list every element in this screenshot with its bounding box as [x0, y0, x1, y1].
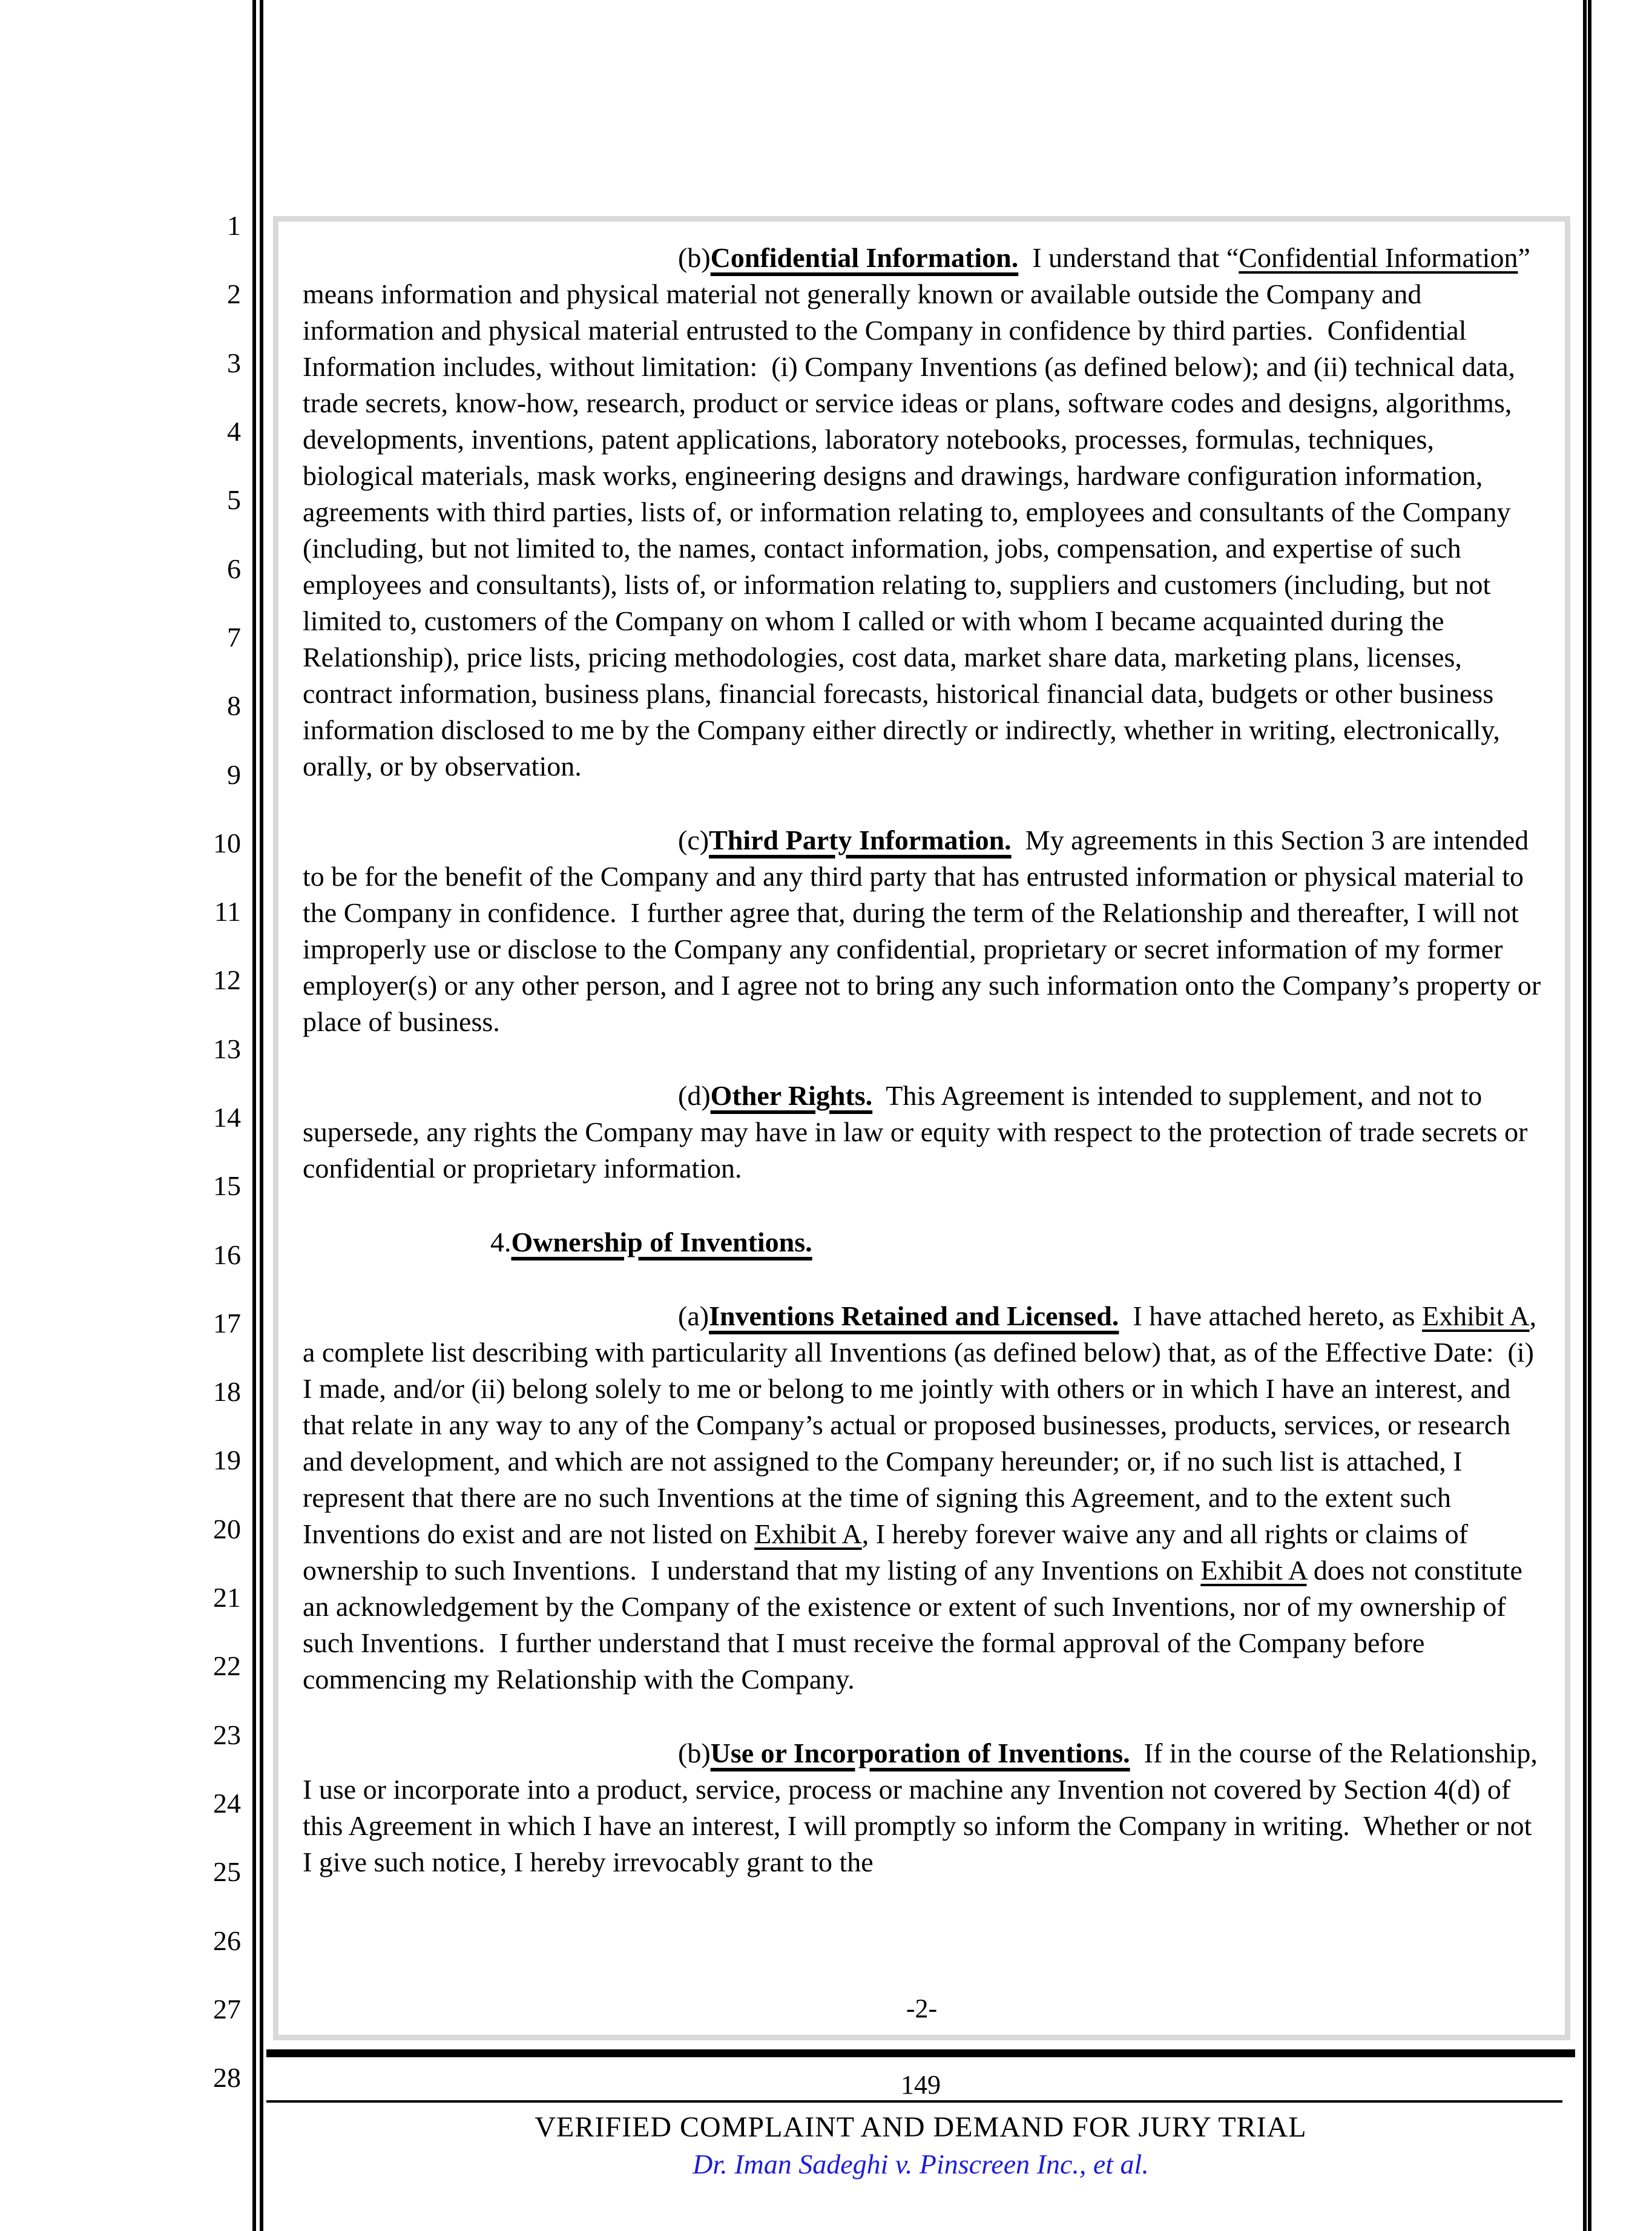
line-number: 27 [213, 1993, 241, 2025]
paragraph-text: If in the course of the Relationship, I use or incorporate into a product, service, process or machine any Invention not covered by Section 4(d) of this Agreement in which I have an interest, I will promptly so inform the Company in writing. Whether or not I give such notice, I hereby irrevocably grant to the [303, 1738, 1545, 1877]
paragraph-label: (c) [678, 825, 709, 855]
line-number-column [109, 191, 241, 2112]
right-double-rule-outer [1588, 0, 1591, 2231]
exhibit-page-number: -2- [906, 1994, 938, 2023]
left-double-rule-outer [252, 0, 256, 2231]
line-number: 1 [227, 210, 241, 242]
line-number: 11 [214, 896, 241, 928]
paragraph-heading: Inventions Retained and Licensed. [709, 1300, 1119, 1331]
line-number: 16 [213, 1239, 241, 1270]
exhibit-paragraphs [303, 240, 1548, 1880]
line-number: 15 [213, 1170, 241, 1202]
footer-document-title: VERIFIED COMPLAINT AND DEMAND FOR JURY TRIAL [535, 2111, 1307, 2143]
paragraph-label: (b) [678, 1738, 711, 1768]
exhibit-paragraph [303, 1735, 1548, 1880]
paragraph-heading: Ownership of Inventions. [511, 1227, 812, 1257]
paragraph-text: , a complete list describing with particularity all Inventions (as defined below) that, as of the Effective Date: (i) I made, and/or (ii) belong solely to me or belong to me jointly with others or in which I have an interest, and that relate in any way to any of the Company’s actual or proposed businesses, products, services, or research and development, and which are not assigned to the Company hereunder; or, if no such list is attached, I represent that there are no such Inventions at the time of signing this Agreement, and to the extent such Inventions do exist and are not listed on [303, 1300, 1544, 1549]
line-number: 4 [227, 416, 241, 447]
line-number: 14 [213, 1102, 241, 1133]
line-number: 17 [213, 1307, 241, 1339]
exhibit-paragraph [303, 822, 1548, 1040]
line-number: 12 [213, 964, 241, 996]
line-number: 3 [227, 347, 241, 378]
line-number: 20 [213, 1513, 241, 1544]
paragraph-text: Exhibit A [1422, 1300, 1530, 1331]
line-number: 25 [213, 1856, 241, 1888]
exhibit-paragraph [303, 1298, 1548, 1698]
line-number: 28 [213, 2062, 241, 2094]
paragraph-label: (b) [678, 242, 711, 273]
paragraph-text: My agreements in this Section 3 are intended to be for the benefit of the Company and any third party that has entrusted information or physical material to the Company in confidence. I further agree that, during the term of the Relationship and thereafter, I will not improperly use or disclose to the Company any confidential, proprietary or secret information of my former employer(s) or any other person, and I agree not to bring any such information onto the Company’s property or place of business. [303, 825, 1548, 1037]
paragraph-heading: Use or Incorporation of Inventions. [710, 1738, 1130, 1768]
paragraph-text: I have attached hereto, as [1119, 1300, 1423, 1331]
paragraph-label: 4. [490, 1227, 512, 1257]
paragraph-text: Exhibit A [1200, 1555, 1307, 1586]
exhibit-paragraph [303, 1224, 1548, 1260]
footer-thin-rule [266, 2100, 1562, 2103]
line-number: 24 [213, 1787, 241, 1819]
line-number: 19 [213, 1445, 241, 1476]
right-double-rule-inner [1583, 0, 1587, 2231]
line-number: 22 [213, 1650, 241, 1682]
footer-case-caption: Dr. Iman Sadeghi v. Pinscreen Inc., et al. [693, 2149, 1149, 2180]
line-number: 13 [213, 1033, 241, 1064]
footer-thick-rule [266, 2049, 1575, 2057]
line-number: 26 [213, 1925, 241, 1956]
line-number: 8 [227, 690, 241, 722]
line-number: 21 [213, 1582, 241, 1613]
line-number: 7 [227, 621, 241, 653]
exhibit-paragraph [303, 240, 1548, 785]
bates-number: 149 [901, 2070, 941, 2100]
paragraph-heading: Other Rights. [710, 1080, 873, 1111]
paragraph-text: This Agreement is intended to supplement, and not to supersede, any rights the Company may have in law or equity with respect to the protection of trade secrets or confidential or proprietary information. [303, 1080, 1535, 1184]
paragraph-label: (a) [678, 1300, 709, 1331]
line-number: 23 [213, 1719, 241, 1750]
paragraph-text: ” means information and physical material not generally known or available outside the Company and information and physical material entrusted to the Company in confidence by third parties. Confidential Information includes, without limitation: (i) Company Inventions (as defined below); and (ii) technical data, trade secrets, know-how, research, product or service ideas or plans, software codes and designs, algorithms, developments, inventions, patent applications, laboratory notebooks, processes, formulas, techniques, biological materials, mask works, engineering designs and drawings, hardware configuration information, agreements with third parties, lists of, or information relating to, employees and consultants of the Company (including, but not limited to, the names, contact information, jobs, compensation, and expertise of such employees and consultants), lists of, or information relating to, suppliers and customers (including, but not limited to, customers of the Company on whom I called or with whom I became acquainted during the Relationship), price lists, pricing methodologies, cost data, market share data, marketing plans, licenses, contract information, business plans, financial forecasts, historical financial data, budgets or other business information disclosed to me by the Company either directly or indirectly, whether in writing, electronically, orally, or by observation. [303, 242, 1538, 782]
paragraph-heading: Third Party Information. [709, 825, 1012, 855]
paragraph-text: does not constitute an acknowledgement by the Company of the existence or extent of such Inventions, nor of my ownership of such Inventions. I further understand that I must receive the formal approval of the Company before commencing my Relationship with the Company. [303, 1555, 1530, 1695]
line-number: 9 [227, 759, 241, 790]
paragraph-text: I understand that “ [1018, 242, 1239, 273]
exhibit-paragraph [303, 1078, 1548, 1187]
paragraph-label: (d) [678, 1080, 711, 1111]
paragraph-text: Exhibit A [754, 1518, 862, 1549]
line-number: 2 [227, 278, 241, 310]
scanned-exhibit-page [273, 216, 1570, 2040]
line-number: 10 [213, 827, 241, 858]
paragraph-heading: Confidential Information. [710, 242, 1019, 273]
paragraph-text: , I hereby forever waive any and all rights or claims of ownership to such Inventions. I understand that my listing of any Inventions on [303, 1518, 1475, 1586]
paragraph-text: Confidential Information [1239, 242, 1518, 273]
line-number: 5 [227, 484, 241, 516]
line-number: 18 [213, 1376, 241, 1408]
line-number: 6 [227, 553, 241, 584]
left-double-rule-inner [260, 0, 263, 2231]
